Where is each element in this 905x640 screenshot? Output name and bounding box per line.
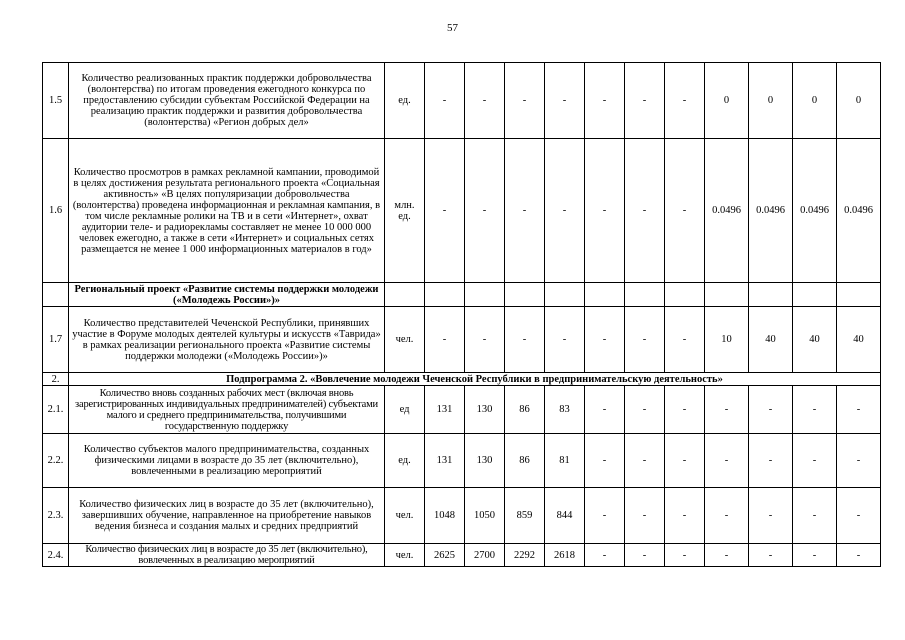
value-cell: - [705, 488, 749, 544]
value-cell: 0.0496 [749, 139, 793, 283]
unit-cell: чел. [385, 488, 425, 544]
value-cell: - [665, 434, 705, 488]
value-cell: 40 [749, 307, 793, 373]
table-row [43, 434, 881, 488]
value-cell: 81 [545, 434, 585, 488]
row-number: 2.4. [43, 544, 69, 567]
empty-cell [837, 283, 881, 307]
value-cell: - [665, 139, 705, 283]
value-cell: - [425, 139, 465, 283]
value-cell: 2700 [465, 544, 505, 567]
value-cell: - [625, 307, 665, 373]
indicator-name: Количество субъектов малого предпринимательства, созданных физическими лицами в возрасте до 35 лет (включительно), вовлеченными в реализацию мероприятий [69, 434, 385, 488]
value-cell: 40 [837, 307, 881, 373]
value-cell: - [705, 544, 749, 567]
value-cell: - [793, 544, 837, 567]
value-cell: - [793, 488, 837, 544]
empty-cell [585, 283, 625, 307]
empty-cell [505, 283, 545, 307]
value-cell: - [465, 139, 505, 283]
value-cell: 0 [749, 63, 793, 139]
empty-cell [385, 283, 425, 307]
value-cell: - [749, 544, 793, 567]
page-number: 57 [447, 22, 458, 34]
value-cell: - [665, 307, 705, 373]
empty-cell [625, 283, 665, 307]
empty-cell [705, 283, 749, 307]
row-number: 1.7 [43, 307, 69, 373]
indicator-name: Количество просмотров в рамках рекламной кампании, проводимой в целях достижения результата регионального проекта «Социальная активность» «В целях популяризации добровольчества (волонтерства) проведена информационная и рекламная кампания, в том числе рекламные ролики на ТВ и в сети «Интернет», охват аудитории теле- и радиорекламы составляет не менее 10 000 000 человек ежегодно, а также в сети «Интернет» и социальных сетях размещается не менее 1 000 информационных материалов в год» [69, 139, 385, 283]
value-cell: - [585, 544, 625, 567]
unit-cell: ед [385, 386, 425, 434]
value-cell: 10 [705, 307, 749, 373]
value-cell: - [625, 544, 665, 567]
value-cell: - [625, 139, 665, 283]
indicator-name: Количество физических лиц в возрасте до 35 лет (включительно), завершивших обучение, направленное на приобретение навыков ведения бизнеса и создания малых и средних предприятий [69, 488, 385, 544]
value-cell: 86 [505, 434, 545, 488]
value-cell: - [585, 488, 625, 544]
value-cell: - [545, 307, 585, 373]
unit-cell: ед. [385, 63, 425, 139]
value-cell: 83 [545, 386, 585, 434]
indicator-name: Количество физических лиц в возрасте до 35 лет (включительно), вовлеченных в реализацию мероприятий [69, 544, 385, 567]
value-cell: - [505, 307, 545, 373]
table-row [43, 544, 881, 567]
section-heading: Подпрограмма 2. «Вовлечение молодежи Чеченской Республики в предпринимательскую деятельность» [69, 373, 881, 386]
value-cell: 0.0496 [705, 139, 749, 283]
value-cell: - [705, 386, 749, 434]
value-cell: - [837, 488, 881, 544]
empty-cell [793, 283, 837, 307]
value-cell: 131 [425, 386, 465, 434]
value-cell: 86 [505, 386, 545, 434]
value-cell: 1050 [465, 488, 505, 544]
value-cell: - [545, 63, 585, 139]
indicators-table [42, 62, 881, 567]
table-row [43, 283, 881, 307]
value-cell: - [625, 386, 665, 434]
table-row [43, 307, 881, 373]
project-heading: Региональный проект «Развитие системы поддержки молодежи («Молодежь России»)» [69, 283, 385, 307]
value-cell: - [749, 488, 793, 544]
value-cell: - [625, 434, 665, 488]
value-cell: - [837, 544, 881, 567]
value-cell: 859 [505, 488, 545, 544]
value-cell: - [425, 307, 465, 373]
value-cell: - [465, 63, 505, 139]
value-cell: - [665, 63, 705, 139]
value-cell: - [665, 544, 705, 567]
value-cell: 2292 [505, 544, 545, 567]
value-cell: 130 [465, 386, 505, 434]
value-cell: - [665, 488, 705, 544]
table-row [43, 386, 881, 434]
value-cell: 0 [793, 63, 837, 139]
value-cell: - [793, 434, 837, 488]
unit-cell: чел. [385, 307, 425, 373]
table-row [43, 488, 881, 544]
value-cell: - [585, 307, 625, 373]
row-number: 2.1. [43, 386, 69, 434]
value-cell: 130 [465, 434, 505, 488]
table-row [43, 63, 881, 139]
value-cell: 844 [545, 488, 585, 544]
value-cell: - [793, 386, 837, 434]
row-number: 1.6 [43, 139, 69, 283]
value-cell: - [585, 139, 625, 283]
value-cell: 0.0496 [793, 139, 837, 283]
empty-cell [465, 283, 505, 307]
unit-cell: ед. [385, 434, 425, 488]
value-cell: - [585, 386, 625, 434]
value-cell: - [837, 434, 881, 488]
table-row [43, 373, 881, 386]
value-cell: 2625 [425, 544, 465, 567]
empty-cell [749, 283, 793, 307]
value-cell: 0 [705, 63, 749, 139]
value-cell: - [505, 63, 545, 139]
value-cell: 0.0496 [837, 139, 881, 283]
empty-cell [425, 283, 465, 307]
empty-cell [665, 283, 705, 307]
value-cell: 131 [425, 434, 465, 488]
section-number: 2. [43, 373, 69, 386]
table-row [43, 139, 881, 283]
indicator-name: Количество вновь созданных рабочих мест (включая вновь зарегистрированных индивидуальных предпринимателей) субъектами малого и среднего предпринимательства, получившими государственную поддержку [69, 386, 385, 434]
value-cell: - [625, 63, 665, 139]
value-cell: - [749, 386, 793, 434]
value-cell: - [585, 434, 625, 488]
value-cell: 2618 [545, 544, 585, 567]
value-cell: - [425, 63, 465, 139]
value-cell: - [837, 386, 881, 434]
row-number: 2.2. [43, 434, 69, 488]
value-cell: - [705, 434, 749, 488]
value-cell: - [465, 307, 505, 373]
value-cell: - [625, 488, 665, 544]
row-number: 1.5 [43, 63, 69, 139]
value-cell: 1048 [425, 488, 465, 544]
value-cell: - [585, 63, 625, 139]
unit-cell: млн. ед. [385, 139, 425, 283]
empty-cell [43, 283, 69, 307]
value-cell: 40 [793, 307, 837, 373]
value-cell: 0 [837, 63, 881, 139]
empty-cell [545, 283, 585, 307]
value-cell: - [749, 434, 793, 488]
indicator-name: Количество представителей Чеченской Республики, принявших участие в Форуме молодых деятелей культуры и искусств «Таврида» в рамках реализации регионального проекта «Развитие системы поддержки молодежи («Молодежь России»)» [69, 307, 385, 373]
indicator-name: Количество реализованных практик поддержки добровольчества (волонтерства) по итогам проведения ежегодного конкурса по предоставлению субсидии субъектам Российской Федерации на реализацию практик поддержки и развития добровольчества (волонтерства) «Регион добрых дел» [69, 63, 385, 139]
value-cell: - [505, 139, 545, 283]
unit-cell: чел. [385, 544, 425, 567]
row-number: 2.3. [43, 488, 69, 544]
value-cell: - [665, 386, 705, 434]
value-cell: - [545, 139, 585, 283]
